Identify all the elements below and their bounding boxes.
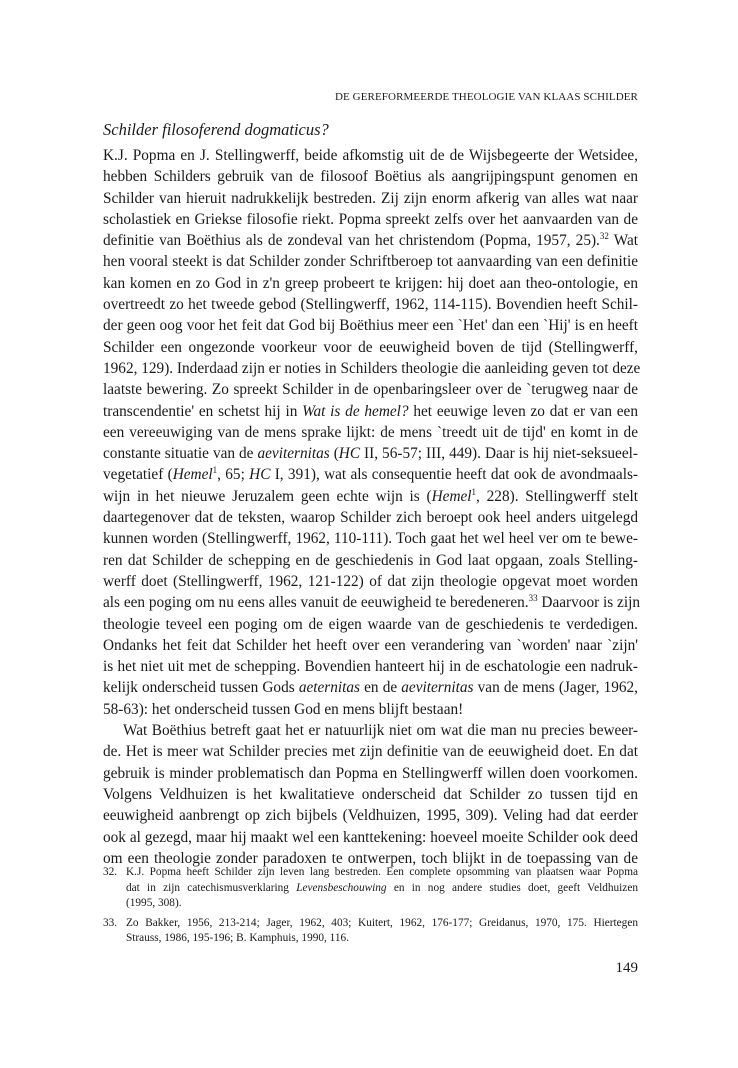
text-span: Ondanks het feit dat Schilder het heeft over een verandering van `worden' naar `zijn' <box>103 636 638 654</box>
text-line <box>103 294 638 315</box>
italic-text: aeviternitas <box>401 679 474 697</box>
footnote-line <box>126 865 638 881</box>
running-head: DE GEREFORMEERDE THEOLOGIE VAN KLAAS SCHILDER <box>334 91 638 103</box>
text-span: Wat <box>608 232 638 250</box>
text-span: vegetatief ( <box>103 466 173 484</box>
text-line <box>103 720 638 741</box>
text-span: ren dat Schilder de schepping en de geschiedenis in God laat opgaan, zoals Stelling- <box>103 551 638 569</box>
italic-text: Hemel <box>431 487 472 505</box>
footnote-number: 33. <box>103 916 118 929</box>
text-span: en in nog andere studies doet, geeft Veldhuizen <box>386 881 638 894</box>
text-line <box>103 656 638 677</box>
text-span: werff doet (Stellingwerff, 1962, 121-122) of dat zijn theologie opgevat moet worden <box>103 572 638 590</box>
text-line <box>103 337 638 358</box>
text-span: overtreedt zo het tweede gebod (Stellingwerff, 1962, 114-115). Bovendien heeft Schil- <box>103 296 638 314</box>
italic-text: aeternitas <box>298 679 360 697</box>
text-span: hen vooral steekt is dat Schilder zonder Schriftberoep tot aanvaarding van een definitie <box>103 253 638 271</box>
italic-text: Hemel <box>172 466 213 484</box>
text-span: K.J. Popma heeft Schilder zijn leven lang bestreden. Een complete opsomming van plaatsen waar Popma <box>126 866 638 878</box>
text-line <box>103 443 638 464</box>
footnote-number: 32. <box>103 866 118 878</box>
text-line <box>103 592 638 613</box>
text-line <box>103 614 638 635</box>
footnote <box>103 865 638 912</box>
text-span: van de mens (Jager, 1962, <box>473 679 638 697</box>
section-title: Schilder filosoferend dogmaticus? <box>103 120 329 139</box>
footnote-line <box>126 881 638 897</box>
text-line <box>103 188 638 209</box>
footnote <box>103 916 638 947</box>
text-span: hebben Schilders gebruik van de filosoof Boëtius als aangrijpingspunt genomen en <box>103 168 638 186</box>
text-span: en de <box>360 679 402 697</box>
text-line <box>103 166 638 187</box>
text-span: een vereeuwiging van de mens sprake lijkt: de mens `treedt uit de tijd' en komt in de <box>103 423 638 441</box>
italic-text: Levensbeschouwing <box>296 881 387 894</box>
text-span: Strauss, 1986, 195-196; B. Kamphuis, 1990, 116. <box>126 932 350 944</box>
text-span: de. Het is meer wat Schilder precies met zijn definitie van de eeuwigheid doet. En dat <box>103 743 638 761</box>
italic-text: HC <box>249 466 271 484</box>
footnote-line <box>126 931 638 947</box>
text-span: transcendentie' en schetst hij in <box>103 402 303 420</box>
text-line <box>103 145 638 166</box>
footnote-ref: 1 <box>471 486 477 497</box>
footnote-ref: 33 <box>528 593 538 604</box>
text-line <box>103 422 638 443</box>
text-span: Wat Boëthius betreft gaat het er natuurlijk niet om wat die man nu precies beweer- <box>123 722 638 740</box>
text-span: Schilder van hieruit nadrukkelijk bestreden. Zij zijn enorm afkerig van alles wat naar <box>103 189 638 207</box>
text-span: is het niet uit met de schepping. Bovendien hanteert hij in de eschatologie een nadruk- <box>103 658 638 676</box>
text-span: 1962, 129). Inderdaad zijn er noties in Schilders theologie die aanleiding geven tot deze <box>103 359 641 377</box>
text-line <box>103 741 638 762</box>
text-span: (1995, 308). <box>126 897 182 909</box>
text-span: wijn in het nieuwe Jeruzalem geen echte wijn is ( <box>103 487 432 505</box>
text-line <box>103 805 638 826</box>
text-line <box>103 358 641 379</box>
text-span: om een theologie zonder paradoxen te ontwerpen, toch blijkt in de toepassing van de <box>103 849 638 867</box>
text-line <box>103 209 638 230</box>
text-line <box>103 401 638 422</box>
text-line <box>103 677 638 698</box>
text-line <box>103 464 638 485</box>
text-line <box>103 763 638 784</box>
text-span: scholastiek en Griekse filosofie riekt. Popma spreekt zelfs over het aanvaarden van de <box>103 210 638 228</box>
text-span: theologie teveel een poging om de eigen waarde van de geschiedenis te verdedigen. <box>103 615 638 633</box>
text-span: als een poging om nu eens alles vanuit de eeuwigheid te beredeneren. <box>103 594 529 612</box>
text-span: Schilder een ongezonde voorkeur voor de eeuwigheid boven de tijd (Stellingwerff, <box>103 338 638 356</box>
text-line <box>103 635 638 656</box>
italic-text: aeviternitas <box>257 445 330 463</box>
text-span: gebruik is minder problematisch dan Popma en Stellingwerff willen doen voorkomen. <box>103 764 638 782</box>
italic-text: HC <box>338 445 361 463</box>
text-line <box>103 230 638 251</box>
footnote-ref: 32 <box>599 231 609 242</box>
text-span: ook al gezegd, maar hij maakt wel een kanttekening: hoeveel moeite Schilder ook deed <box>103 828 638 846</box>
text-line <box>103 550 638 571</box>
text-span: II, 56-57; III, 449). Daar is hij niet-seksueel- <box>360 445 638 463</box>
text-line <box>103 486 638 507</box>
page-number: 149 <box>615 960 638 976</box>
text-span: daartegenover dat de teksten, waarop Schilder zich beroept ook heel anders uitgelegd <box>103 509 638 527</box>
text-span: kunnen worden (Stellingwerff, 1962, 110-111). Toch gaat het wel heel ver om te bewe- <box>103 530 638 548</box>
text-span: I, 391), wat als consequentie heeft dat ook de avondmaals- <box>270 466 638 484</box>
text-span: eeuwigheid aanbrengt op zich bijbels (Veldhuizen, 1995, 309). Veling had dat eerder <box>103 807 638 825</box>
body-text <box>103 145 641 869</box>
text-line <box>103 699 638 720</box>
text-span: definitie van Boëthius als de zondeval van het christendom (Popma, 1957, 25). <box>103 232 600 250</box>
footnote-line <box>126 916 638 932</box>
text-line <box>103 827 638 848</box>
text-span: Volgens Veldhuizen is het kwalitatieve onderscheid dat Schilder zo tussen tijd en <box>103 785 638 803</box>
text-line <box>103 528 638 549</box>
text-span: laatste bewering. Zo spreekt Schilder in de openbaringsleer over de `terugweg naar de <box>103 381 638 399</box>
text-line <box>103 379 638 400</box>
text-line <box>103 315 638 336</box>
text-span: dat in zijn catechismusverklaring <box>126 881 297 894</box>
text-span: , 65; <box>217 466 250 484</box>
text-line <box>103 251 638 272</box>
text-span: Daarvoor is zijn <box>537 594 640 612</box>
footnote-ref: 1 <box>212 465 218 476</box>
text-span: , 228). Stellingwerff stelt <box>476 487 638 505</box>
text-span: Zo Bakker, 1956, 213-214; Jager, 1962, 403; Kuitert, 1962, 176-177; Greidanus, 1970, 175. Hiertegen <box>126 916 638 929</box>
text-line <box>103 571 638 592</box>
text-span: kan komen en zo God in z'n greep probeert te krijgen: hij doet aan theo-ontologie, en <box>103 274 638 292</box>
text-line <box>103 784 638 805</box>
footnote-line <box>126 896 638 912</box>
text-span: der geen oog voor het feit dat God bij Boëthius meer een `Het' dan een `Hij' is en heeft <box>103 317 638 335</box>
text-span: het eeuwige leven zo dat er van een <box>408 402 638 420</box>
text-line <box>103 273 638 294</box>
footnotes <box>103 865 638 951</box>
text-line <box>103 507 638 528</box>
text-span: 58-63): het onderscheid tussen God en mens blijft bestaan! <box>103 700 464 718</box>
text-span: K.J. Popma en J. Stellingwerff, beide afkomstig uit de de Wijsbegeerte der Wetsidee, <box>103 147 638 164</box>
text-span: constante situatie van de <box>103 445 258 463</box>
text-span: kelijk onderscheid tussen Gods <box>103 679 299 697</box>
text-span: ( <box>329 445 339 463</box>
italic-text: Wat is de hemel? <box>302 402 409 420</box>
